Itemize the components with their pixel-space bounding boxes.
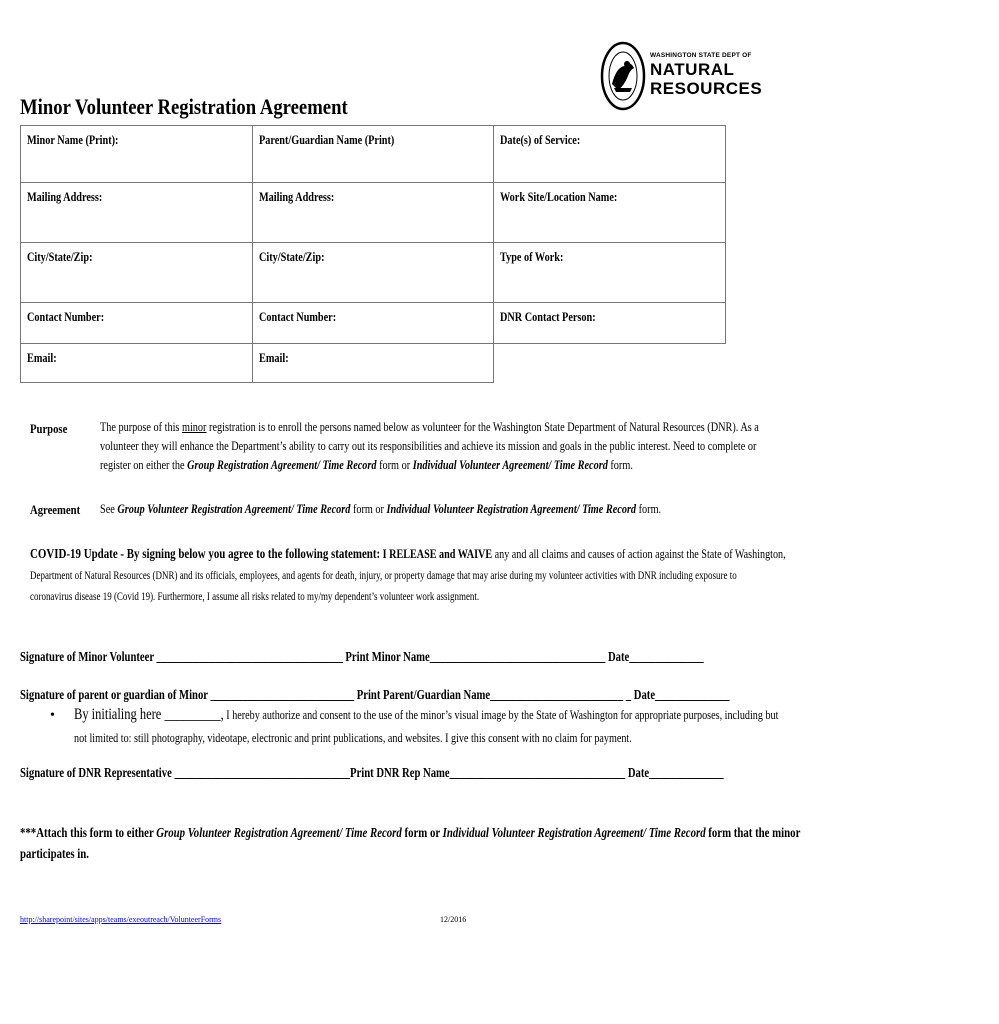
dnr-contact-person-label: DNR Contact Person:: [500, 310, 596, 324]
agreement-label: Agreement: [30, 502, 81, 517]
covid-statement: COVID-19 Update - By signing below you agree to the following statement: I RELEASE and WAIVE any and all claims and causes of action against the State of Washington,: [30, 546, 786, 562]
parent-mailing-address-cell[interactable]: [252, 182, 494, 243]
minor-email-cell[interactable]: [20, 343, 253, 383]
parent-email-label: Email:: [259, 351, 289, 365]
parent-name-label: Parent/Guardian Name (Print): [259, 133, 395, 147]
page-title: Minor Volunteer Registration Agreement: [20, 94, 348, 119]
minor-contact-number-label: Contact Number:: [27, 310, 105, 324]
footer-link[interactable]: http://sharepoint/sites/apps/teams/exeoutreach/VolunteerForms: [20, 915, 222, 924]
dnr-signature-line[interactable]: Signature of DNR Representative _________________________________Print DNR Rep Name_________________________________ Date______________: [20, 766, 724, 781]
minor-signature-line[interactable]: Signature of Minor Volunteer ___________________________________ Print Minor Name_________________________________ Date______________: [20, 650, 704, 665]
minor-name-cell[interactable]: [20, 125, 253, 183]
logo-resources: RESOURCES: [650, 79, 763, 98]
minor-mailing-address-label: Mailing Address:: [27, 190, 103, 204]
type-of-work-label: Type of Work:: [500, 250, 564, 264]
work-site-cell[interactable]: [493, 182, 726, 243]
dates-of-service-cell[interactable]: [493, 125, 726, 183]
minor-email-label: Email:: [27, 351, 57, 365]
covid-line3: coronavirus disease 19 (Covid 19). Furthermore, I assume all risks related to my/my dependent’s volunteer work assignment.: [30, 591, 480, 603]
dnr-logo: [600, 40, 763, 116]
minor-mailing-address-cell[interactable]: [20, 182, 253, 243]
logo-natural: NATURAL: [650, 60, 735, 79]
parent-contact-number-label: Contact Number:: [259, 310, 337, 324]
parent-city-state-zip-label: City/State/Zip:: [259, 250, 325, 264]
purpose-text: The purpose of this minor registration is to enroll the persons named below as volunteer for the Washington State Department of Natural Resources (DNR). As a volunteer they will enhance the Department’s ability to carry out its responsibilities and achieve its mission and goals in the public interest. Need to complete or register on either the Group Registration Agreement/ Time Record form or Individual Volunteer Agreement/ Time Record form.: [100, 420, 759, 472]
parent-name-cell[interactable]: [252, 125, 494, 183]
parent-signature-line[interactable]: Signature of parent or guardian of Minor ___________________________ Print Parent/Guardian Name_________________________ _ Date______________: [20, 688, 730, 703]
dnr-seal-icon: [600, 40, 646, 116]
parent-contact-number-cell[interactable]: [252, 302, 494, 344]
type-of-work-cell[interactable]: [493, 242, 726, 303]
attach-instruction: ***Attach this form to either Group Volunteer Registration Agreement/ Time Record form or Individual Volunteer Registration Agreement/ Time Record form that the minor: [20, 825, 801, 840]
minor-city-state-zip-label: City/State/Zip:: [27, 250, 93, 264]
parent-email-cell[interactable]: [252, 343, 494, 383]
work-site-label: Work Site/Location Name:: [500, 190, 618, 204]
dnr-contact-person-cell[interactable]: [493, 302, 726, 344]
parent-mailing-address-label: Mailing Address:: [259, 190, 335, 204]
parent-city-state-zip-cell[interactable]: [252, 242, 494, 303]
bullet-icon: •: [50, 708, 55, 723]
image-consent-line[interactable]: By initialing here _________, I hereby authorize and consent to the use of the minor’s visual image by the State of Washington for appropriate purposes, including but: [74, 706, 779, 723]
dates-of-service-label: Date(s) of Service:: [500, 133, 581, 147]
minor-contact-number-cell[interactable]: [20, 302, 253, 344]
image-consent-line2: not limited to: still photography, videotape, electronic and print publications, and websites. I give this consent with no claim for payment.: [74, 730, 632, 745]
footer-date: 12/2016: [440, 915, 467, 924]
attach-instruction-line2: participates in.: [20, 846, 89, 861]
logo-dept-line: WASHINGTON STATE DEPT OF: [650, 52, 752, 59]
minor-name-label: Minor Name (Print):: [27, 133, 119, 147]
minor-city-state-zip-cell[interactable]: [20, 242, 253, 303]
agreement-text: See Group Volunteer Registration Agreement/ Time Record form or Individual Volunteer Registration Agreement/ Time Record form.: [100, 502, 662, 516]
purpose-label: Purpose: [30, 421, 68, 436]
covid-line2: Department of Natural Resources (DNR) and its officials, employees, and agents for death, injury, or property damage that may arise during my volunteer activities with DNR including exposure to: [30, 570, 737, 582]
